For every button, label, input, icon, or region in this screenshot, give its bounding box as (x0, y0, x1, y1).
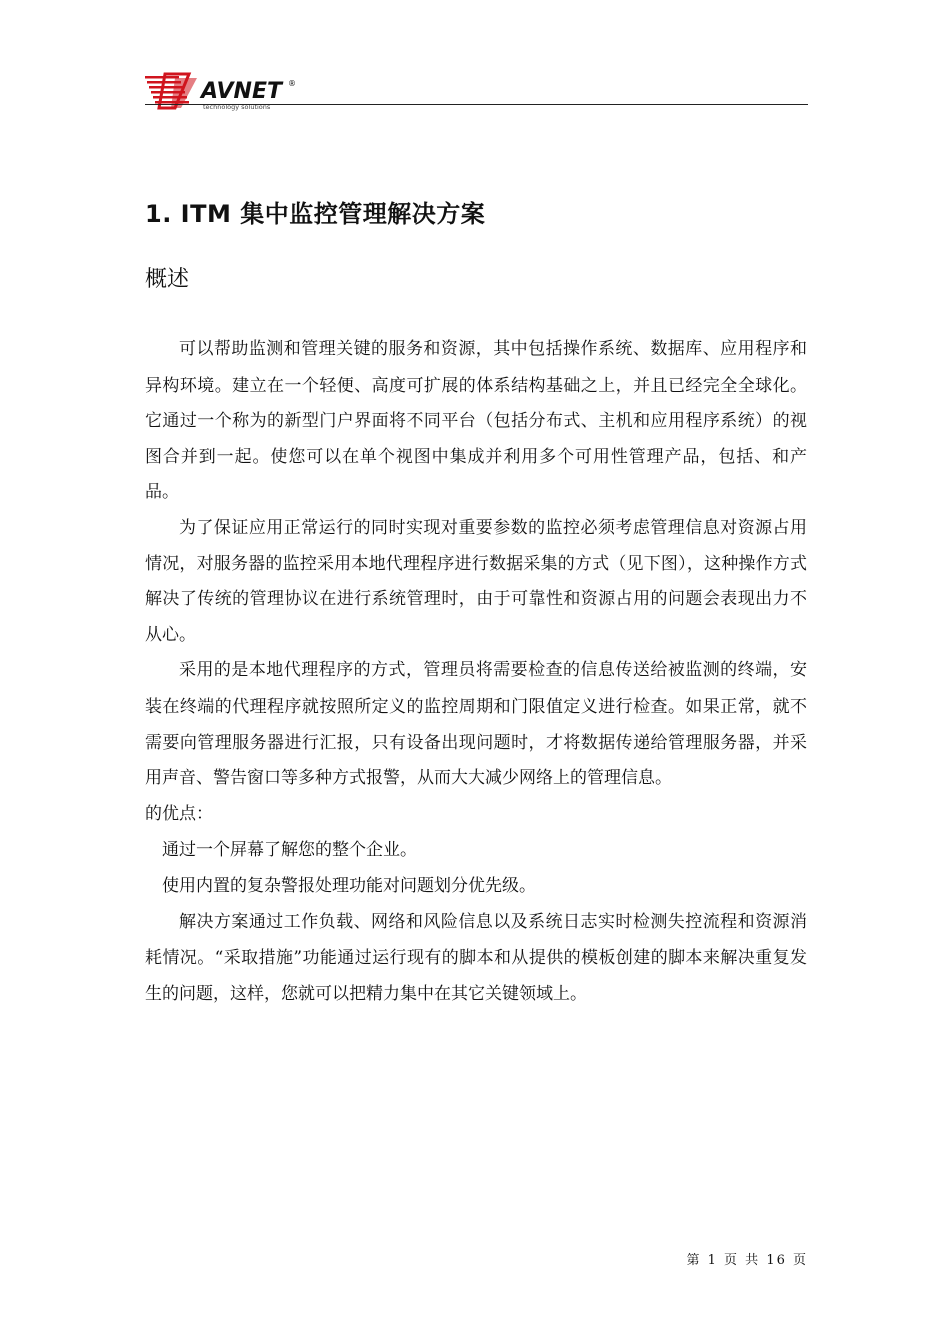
logo-stripes-icon (145, 74, 197, 108)
paragraph-advantages-heading (145, 797, 807, 834)
list-item (145, 869, 807, 905)
paragraph-solution (145, 905, 807, 1013)
avnet-logo (145, 68, 315, 114)
logo-tagline: technology solutions (203, 103, 271, 111)
paragraph-text: 采用的是本地代理程序的方式，管理员将需要检查的信息传送给被监测的终端，安装在终端的代理程序就按照所定义的监控周期和门限值定义进行检查。如果正常，就不需要向管理服务器进行汇报，只有设备出现问题时，才将数据传递给管理服务器，并采用声音、警告窗口等多种方式报警，从而大大减少网络上的管理信息。 (145, 660, 807, 789)
logo-wordmark: AVNET (201, 79, 283, 104)
list-item-text: 通过一个屏幕了解您的整个企业。 (162, 840, 417, 861)
logo-registered-mark: ® (288, 79, 296, 88)
paragraph-text: 解决方案通过工作负载、网络和风险信息以及系统日志实时检测失控流程和资源消耗情况。“采取措施”功能通过运行现有的脚本和从提供的模板创建的脚本来解决重复发生的问题，这样，您就可以把精力集中在其它关键领域上。 (145, 911, 807, 1004)
section-title: 1. ITM 集中监控管理解决方案 (145, 200, 486, 228)
subsection-title: 概述 (145, 267, 190, 292)
header-divider (145, 104, 808, 105)
paragraph-text: 为了保证应用正常运行的同时实现对重要参数的监控必须考虑管理信息对资源占用情况，对服务器的监控采用本地代理程序进行数据采集的方式（见下图），这种操作方式解决了传统的管理协议在进行系统管理时，由于可靠性和资源占用的问题会表现出力不从心。 (145, 517, 807, 645)
paragraph-text: 可以帮助监测和管理关键的服务和资源，其中包括操作系统、数据库、应用程序和异构环境。建立在一个轻便、高度可扩展的体系结构基础之上，并且已经完全全球化。它通过一个称为的新型门户界面将不同平台（包括分布式、主机和应用程序系统）的视图合并到一起。使您可以在单个视图中集成并利用多个可用性管理产品，包括、和产品。 (145, 339, 807, 503)
paragraph-resource-usage (145, 511, 807, 653)
paragraph-agent-method (145, 653, 807, 796)
paragraph-overview (145, 332, 807, 511)
page-header (145, 62, 808, 110)
paragraph-text: 的优点： (145, 803, 213, 824)
document-body (145, 332, 807, 1012)
list-item-text: 使用内置的复杂警报处理功能对问题划分优先级。 (162, 875, 536, 896)
page-number-footer: 第 1 页 共 16 页 (686, 1253, 808, 1268)
list-item (145, 833, 807, 869)
